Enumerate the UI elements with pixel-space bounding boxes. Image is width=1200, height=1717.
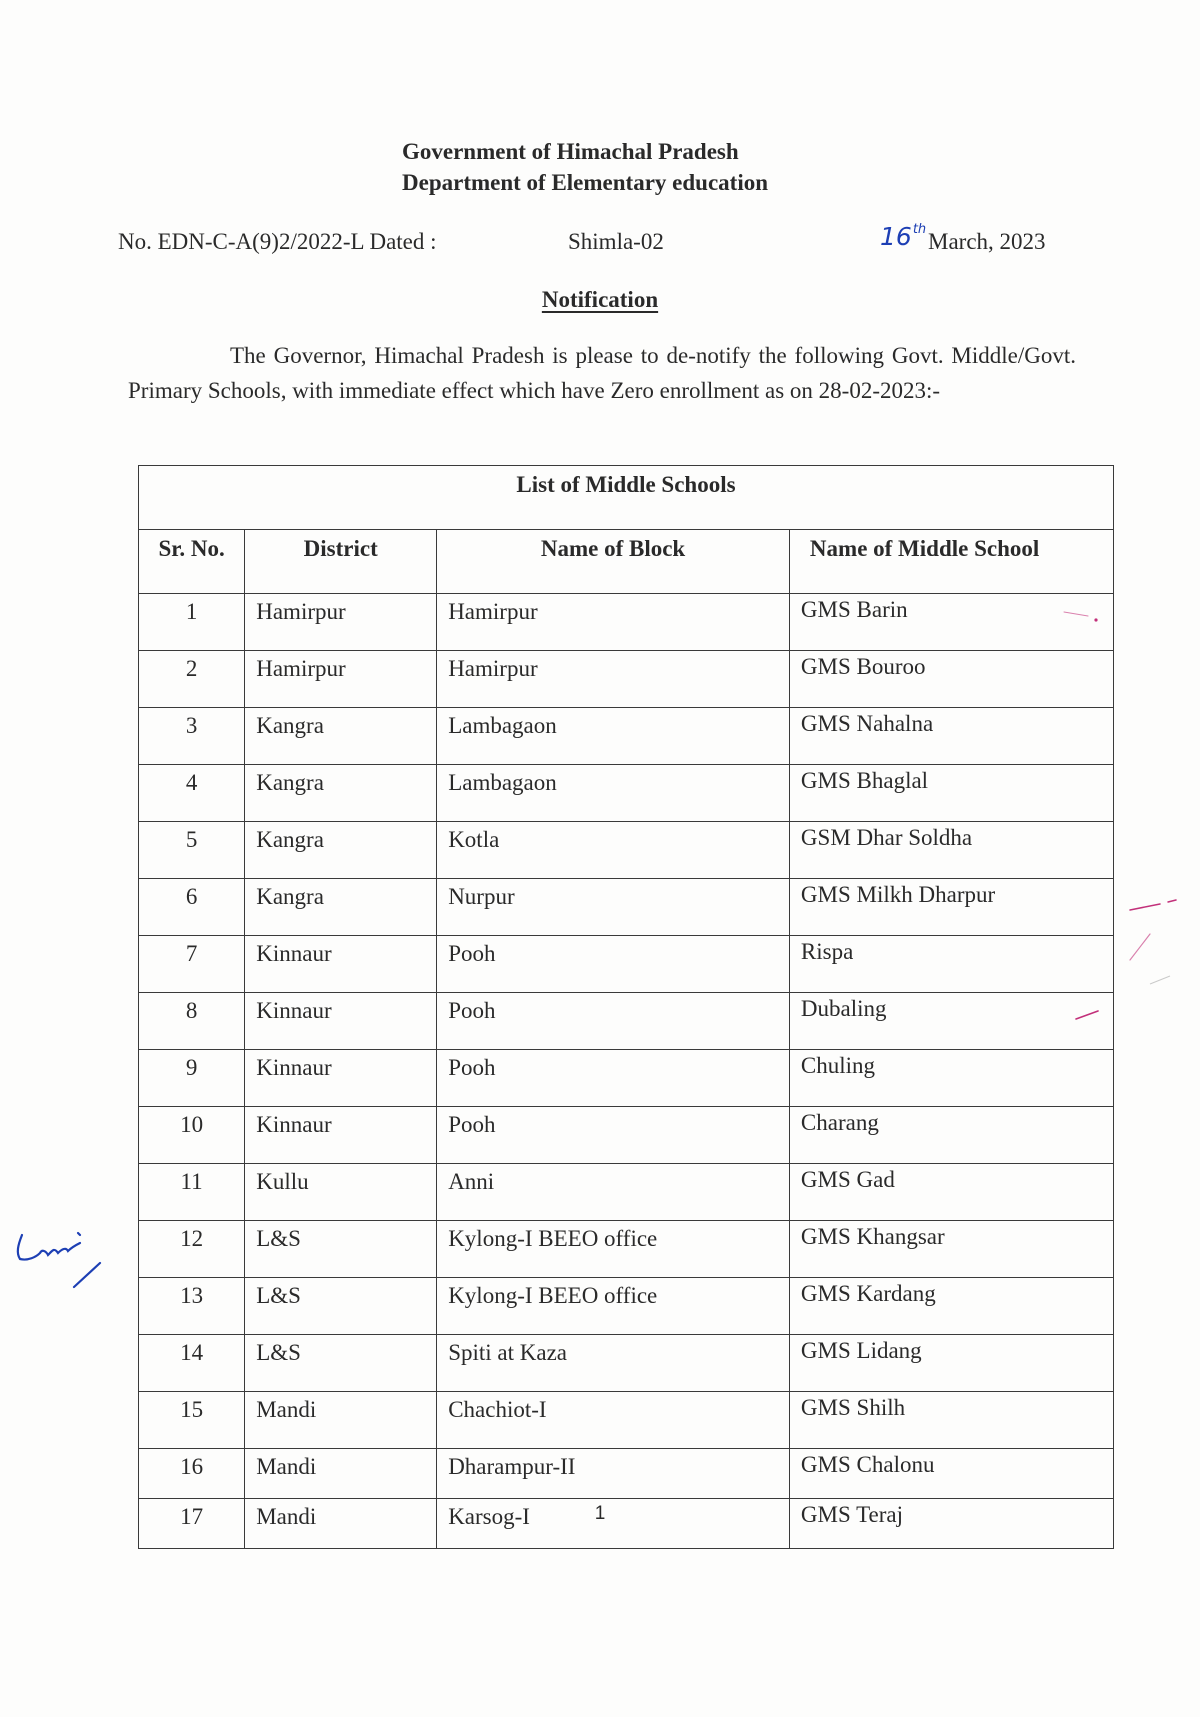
cell-block: Hamirpur (437, 651, 790, 708)
cell-district: Kinnaur (245, 936, 437, 993)
cell-district: Mandi (245, 1499, 437, 1549)
table-row (139, 1221, 1114, 1278)
table-row (139, 1392, 1114, 1449)
handwritten-date-day (880, 222, 926, 251)
column-header-school: Name of Middle School (789, 530, 1113, 594)
date-suffix: th (912, 222, 927, 237)
notification-title (0, 287, 1200, 313)
table-row (139, 936, 1114, 993)
cell-block: Kylong-I BEEO office (437, 1278, 790, 1335)
cell-district: Kinnaur (245, 993, 437, 1050)
cell-sr-no: 9 (139, 1050, 245, 1107)
issue-date: March, 2023 (928, 229, 1046, 254)
cell-sr-no: 4 (139, 765, 245, 822)
cell-school: GMS Shilh (789, 1392, 1113, 1449)
cell-district: Kangra (245, 879, 437, 936)
cell-district: Mandi (245, 1392, 437, 1449)
cell-block: Pooh (437, 1050, 790, 1107)
cell-district: Kinnaur (245, 1107, 437, 1164)
cell-sr-no: 14 (139, 1335, 245, 1392)
column-header-block: Name of Block (437, 530, 790, 594)
cell-district: Kangra (245, 765, 437, 822)
table-row (139, 708, 1114, 765)
cell-district: L&S (245, 1335, 437, 1392)
column-header-sr-no: Sr. No. (139, 530, 245, 594)
cell-district: Hamirpur (245, 651, 437, 708)
cell-sr-no: 6 (139, 879, 245, 936)
cell-school: Chuling (789, 1050, 1113, 1107)
cell-sr-no: 15 (139, 1392, 245, 1449)
cell-school: GMS Milkh Dharpur (789, 879, 1113, 936)
cell-sr-no: 10 (139, 1107, 245, 1164)
margin-pen-marks (1120, 880, 1190, 1000)
notification-body (128, 338, 1076, 408)
cell-block: Nurpur (437, 879, 790, 936)
cell-block: Pooh (437, 993, 790, 1050)
cell-sr-no: 8 (139, 993, 245, 1050)
cell-sr-no: 12 (139, 1221, 245, 1278)
middle-schools-table (138, 465, 1114, 1549)
letterhead-department: Department of Elementary education (402, 170, 769, 195)
cell-school: GMS Kardang (789, 1278, 1113, 1335)
date-day: 16 (880, 222, 912, 251)
table-row (139, 1278, 1114, 1335)
cell-school: GMS Lidang (789, 1335, 1113, 1392)
cell-block: Hamirpur (437, 594, 790, 651)
cell-school: GMS Bhaglal (789, 765, 1113, 822)
notification-title-text: Notification (541, 287, 659, 312)
cell-block: Kylong-I BEEO office (437, 1221, 790, 1278)
table-row (139, 1449, 1114, 1499)
cell-block: Dharampur-II (437, 1449, 790, 1499)
cell-school: Rispa (789, 936, 1113, 993)
cell-school: GMS Khangsar (789, 1221, 1113, 1278)
cell-sr-no: 13 (139, 1278, 245, 1335)
table-row (139, 993, 1114, 1050)
cell-school: GMS Teraj (789, 1499, 1113, 1549)
cell-district: Kangra (245, 708, 437, 765)
table-row (139, 1164, 1114, 1221)
letterhead (402, 136, 768, 198)
column-header-district: District (245, 530, 437, 594)
table-row (139, 879, 1114, 936)
table-row (139, 765, 1114, 822)
cell-school: GMS Barin (789, 594, 1113, 651)
table-row (139, 1335, 1114, 1392)
cell-school: Dubaling (789, 993, 1113, 1050)
table-row (139, 651, 1114, 708)
cell-sr-no: 7 (139, 936, 245, 993)
cell-district: L&S (245, 1278, 437, 1335)
cell-district: Kangra (245, 822, 437, 879)
cell-block: Kotla (437, 822, 790, 879)
cell-block: Anni (437, 1164, 790, 1221)
cell-school: GMS Nahalna (789, 708, 1113, 765)
cell-block: Lambagaon (437, 765, 790, 822)
cell-school: GMS Gad (789, 1164, 1113, 1221)
table-row (139, 1050, 1114, 1107)
cell-school: GSM Dhar Soldha (789, 822, 1113, 879)
table-row (139, 822, 1114, 879)
cell-sr-no: 1 (139, 594, 245, 651)
cell-school: Charang (789, 1107, 1113, 1164)
margin-pen-mark-row1 (1060, 600, 1110, 630)
notification-body-text: The Governor, Himachal Pradesh is please to de-notify the following Govt. Middle/Govt. Primary Schools, with immediate effect which have Zero enrollment as on 28-02-2023:- (128, 343, 1076, 403)
table-body (139, 594, 1114, 1549)
table-caption: List of Middle Schools (139, 466, 1114, 530)
cell-block: Spiti at Kaza (437, 1335, 790, 1392)
handwritten-initials (10, 1215, 120, 1295)
table-row (139, 1107, 1114, 1164)
issue-place: Shimla-02 (568, 229, 664, 254)
cell-block: Pooh (437, 1107, 790, 1164)
cell-sr-no: 11 (139, 1164, 245, 1221)
cell-district: L&S (245, 1221, 437, 1278)
reference-number: No. EDN-C-A(9)2/2022-L Dated : (118, 229, 437, 254)
margin-pen-mark-row9 (1070, 1005, 1110, 1025)
cell-sr-no: 16 (139, 1449, 245, 1499)
cell-sr-no: 5 (139, 822, 245, 879)
cell-block: Karsog-I (437, 1499, 790, 1549)
cell-district: Mandi (245, 1449, 437, 1499)
cell-district: Kinnaur (245, 1050, 437, 1107)
cell-sr-no: 3 (139, 708, 245, 765)
letterhead-government: Government of Himachal Pradesh (402, 139, 739, 164)
page-number: 1 (594, 1503, 606, 1524)
cell-district: Kullu (245, 1164, 437, 1221)
cell-district: Hamirpur (245, 594, 437, 651)
table-header-row (139, 530, 1114, 594)
cell-sr-no: 2 (139, 651, 245, 708)
cell-block: Pooh (437, 936, 790, 993)
cell-sr-no: 17 (139, 1499, 245, 1549)
cell-school: GMS Chalonu (789, 1449, 1113, 1499)
cell-school: GMS Bouroo (789, 651, 1113, 708)
cell-block: Lambagaon (437, 708, 790, 765)
cell-block: Chachiot-I (437, 1392, 790, 1449)
table-row (139, 594, 1114, 651)
